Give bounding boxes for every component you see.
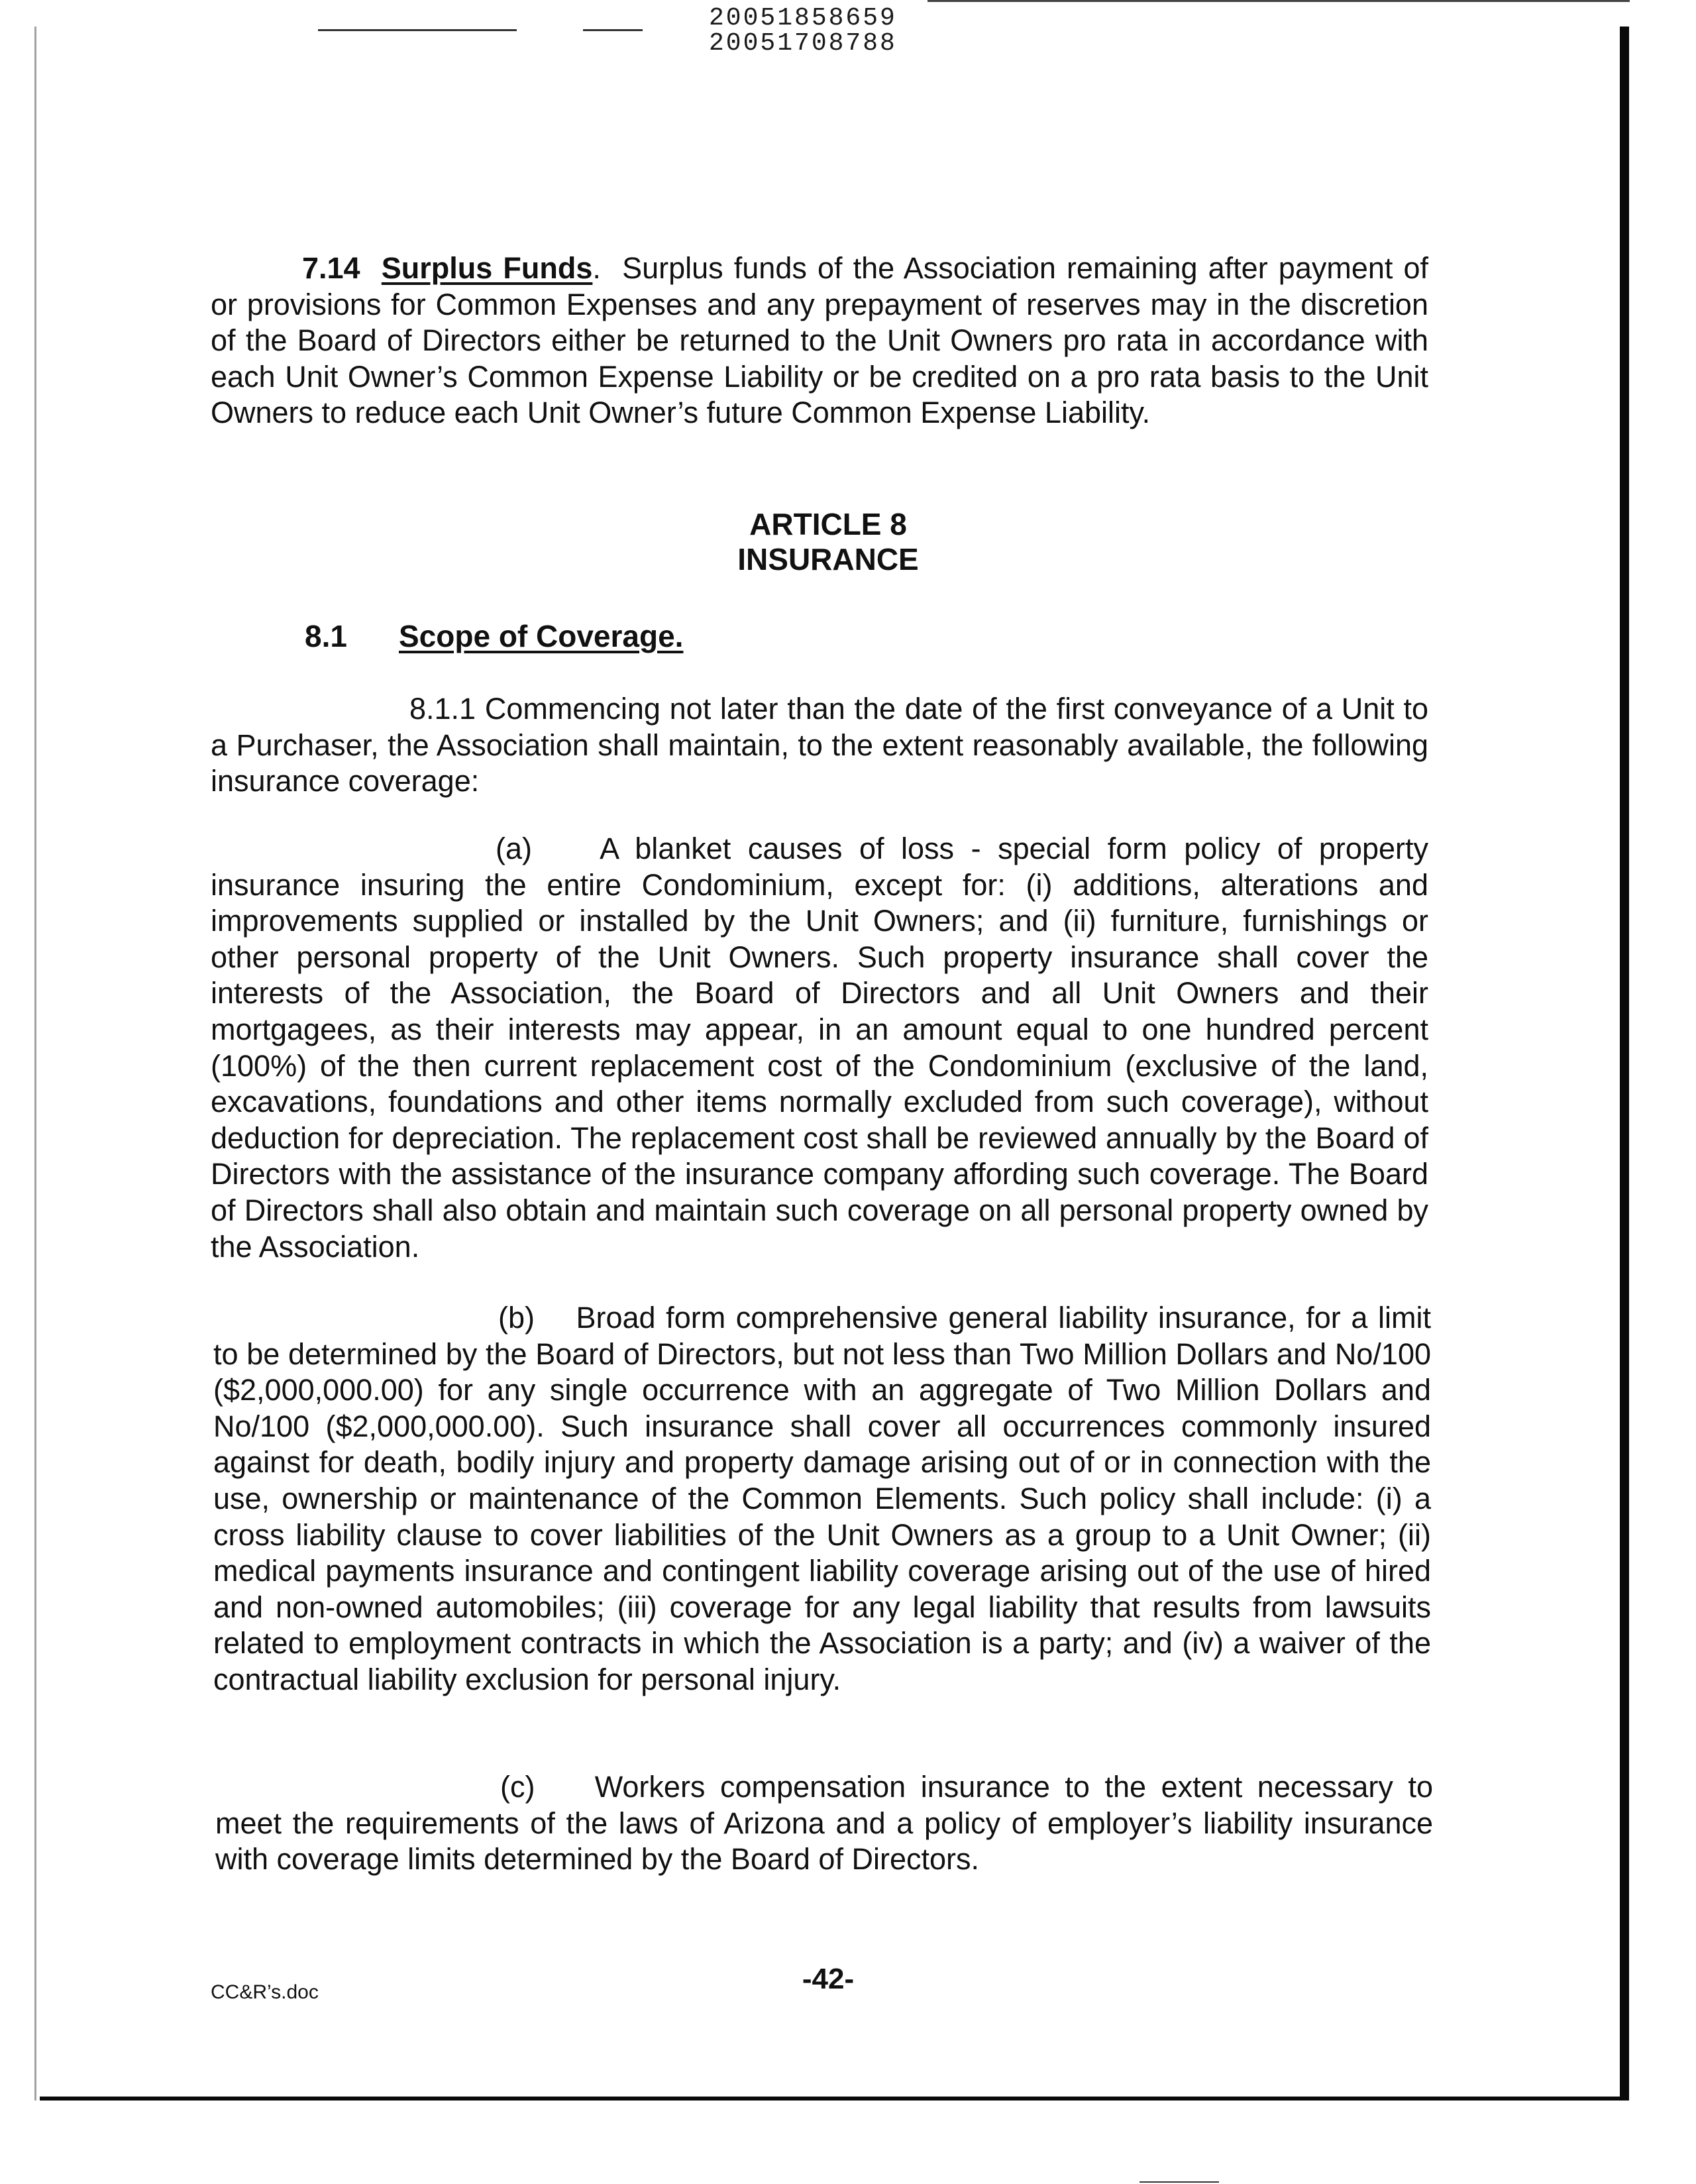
section-text: Surplus funds of the Association remaining after payment of or provisions for Common Expenses and any prepayment of reserves may in the discretion of the Board of Directors either be returned to the Unit Owners pro rata in accordance with each Unit Owner’s Common Expense Liability or be credited on a pro rata basis to the Unit Owners to reduce each Unit Owner’s future Common Expense Liability. <box>211 251 1429 430</box>
item-label: (b) <box>498 1301 535 1335</box>
item-a-paragraph <box>211 831 1428 1265</box>
section-number: 7.14 <box>302 251 360 285</box>
scan-border-bottom <box>40 2097 1629 2101</box>
item-label: (c) <box>500 1770 535 1804</box>
scan-edge-left <box>34 27 36 2101</box>
footer-file-name: CC&R’s.doc <box>211 1981 319 2003</box>
item-text: A blanket causes of loss - special form policy of property insurance insuring the entire Condominium, except for: (i) additions, alterations and improvements supplied or installed by the Unit Owners; and (ii) furniture, furnishings or other personal property of the Unit Owners. Such property insurance shall cover the interests of the Association, the Board of Directors and all Unit Owners and their mortgagees, as their interests may appear, in an amount equal to one hundred percent (100%) of the then current replacement cost of the Condominium (exclusive of the land, excavations, foundations and other items normally excluded from such coverage), without deduction for depreciation. The replacement cost shall be reviewed annually by the Board of Directors with the assistance of the insurance company affording such coverage. The Board of Directors shall also obtain and maintain such coverage on all personal property owned by the Association. <box>211 832 1428 1264</box>
scan-dash <box>1140 2181 1219 2183</box>
scan-rule-top <box>928 0 1630 2</box>
section-text: Commencing not later than the date of the first conveyance of a Unit to a Purchaser, the Association shall maintain, to the extent reasonably available, the following insurance coverage: <box>211 692 1428 798</box>
section-number: 8.1.1 <box>409 692 476 726</box>
section-title: Scope of Coverage. <box>399 619 684 653</box>
section-7-14-paragraph: 7.14 Surplus Funds. Surplus funds of the Association remaining after payment of or provisions for Common Expenses and any prepayment of reserves may in the discretion of the Board of Directors either be returned to the Unit Owners pro rata in accordance with each Unit Owner’s Common Expense Liability or be credited on a pro rata basis to the Unit Owners to reduce each Unit Owner’s future Common Expense Liability. <box>211 251 1429 430</box>
item-text: Workers compensation insurance to the extent necessary to meet the requirements of the laws of Arizona and a policy of employer’s liability insurance with coverage limits determined by the Board of Directors. <box>215 1770 1433 1877</box>
section-8-1-heading <box>305 618 683 654</box>
section-number: 8.1 <box>305 619 347 653</box>
section-8-1-1-paragraph <box>211 691 1428 800</box>
article-number: ARTICLE 8 <box>749 507 907 541</box>
page-number: -42- <box>802 1963 855 1995</box>
document-number: 20051708788 <box>709 29 897 58</box>
item-label: (a) <box>496 832 532 865</box>
item-text: Broad form comprehensive general liability insurance, for a limit to be determined by the Board of Directors, but not less than Two Million Dollars and No/100 ($2,000,000.00) for any single occurrence with an aggregate of Two Million Dollars and No/100 ($2,000,000.00). Such insurance shall cover all occurrences commonly insured against for death, bodily injury and property damage arising out of or in connection with the use, ownership or maintenance of the Common Elements. Such policy shall include: (i) a cross liability clause to cover liabilities of the Unit Owners as a group to a Unit Owner; (ii) medical payments insurance and contingent liability coverage arising out of the use of hired and non-owned automobiles; (iii) coverage for any legal liability that results from lawsuits related to employment contracts in which the Association is a party; and (iv) a waiver of the contractual liability exclusion for personal injury. <box>213 1301 1431 1696</box>
scan-dash <box>318 29 517 31</box>
section-title: Surplus Funds <box>381 251 593 285</box>
scan-dash <box>583 29 643 31</box>
item-c-paragraph <box>215 1769 1433 1878</box>
item-b-paragraph <box>213 1300 1431 1698</box>
scan-border-right <box>1620 27 1629 2099</box>
document-number: 20051858659 <box>709 4 897 32</box>
article-title: INSURANCE <box>737 542 919 576</box>
